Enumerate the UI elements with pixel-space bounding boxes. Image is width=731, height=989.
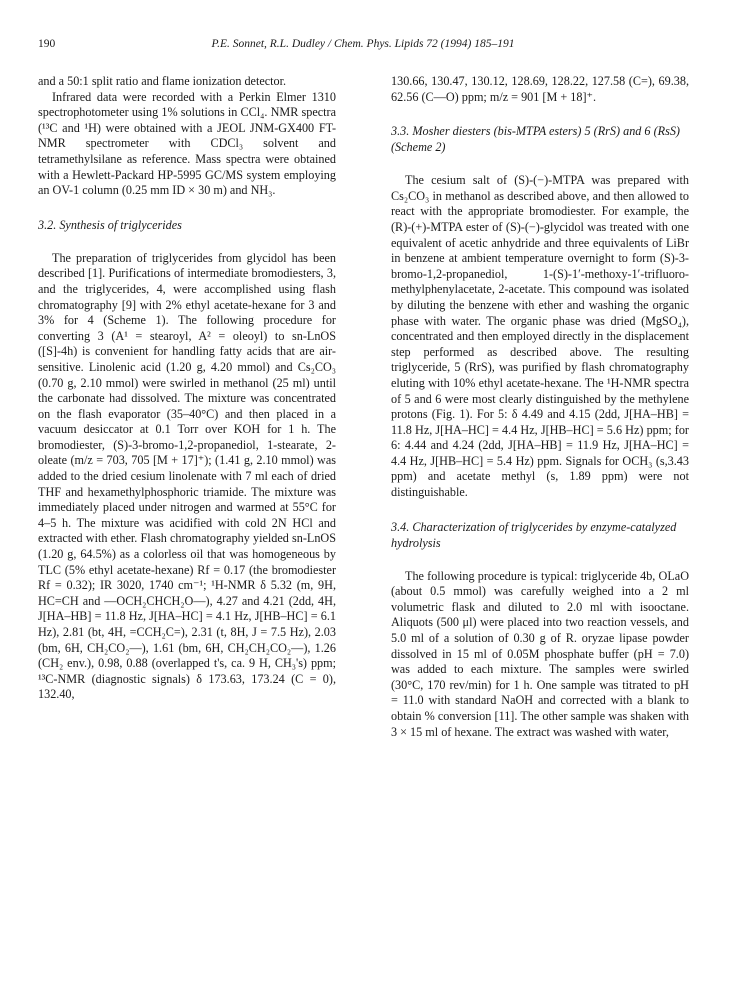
left-column bbox=[38, 74, 336, 703]
paragraph: The cesium salt of (S)-(−)-MTPA was prepared with Cs₂CO₃ in methanol as described above, and then allowed to react with the appropriate bromodiester. For example, the (R)-(+)-MTPA ester of (S)-(−)-glycidol was treated with one equivalent of acetic anhydride and three equivalents of LiBr in benzene at ambient temperature overnight to form (S)-3-bromo-1,2-propanediol, 1-(S)-1′-methoxy-1′-trifluoro-methylphenylacetate, 2-acetate. This compound was isolated by diluting the benzene with ether and washing the organic phase with water. The organic phase was dried (MgSO₄), concentrated and then employed directly in the displacement step performed as described above. The resulting triglyceride, 5 (RrS), was purified by flash chromatography eluting with 10% ethyl acetate-hexane. The ¹H-NMR spectra of 5 and 6 were most clearly distinguished by the methylene protons (Fig. 1). For 5: δ 4.49 and 4.15 (2dd, J[HA–HB] = 11.8 Hz, J[HA–HC] = 4.4 Hz, J[HB–HC] = 5.6 Hz) ppm; for 6: 4.44 and 4.24 (2dd, J[HA–HB] = 11.9 Hz, J[HA–HC] = 4.4 Hz, J[HB–HC] = 5.4 Hz) ppm. Signals for OCH₃ (s,3.43 ppm) and acetate methyl (s, 1.89 ppm) were not distinguishable. bbox=[391, 173, 689, 500]
paragraph: The preparation of triglycerides from glycidol has been described [1]. Purifications of intermediate bromodiesters, 3, and the triglycerides, 4, were accomplished using flash chromatography [9] with 2% ethyl acetate-hexane for 3 and 3% for 4 (Scheme 1). The following procedure for converting 3 (A¹ = stearoyl, A² = oleoyl) to sn-LnOS ([S]-4h) is convenient for handling fatty acids that are air-sensitive. Linolenic acid (1.20 g, 4.20 mmol) and Cs₂CO₃ (0.70 g, 2.10 mmol) were swirled in methanol (25 ml) until the carbonate had dissolved. The mixture was concentrated on the flash evaporator (35–40°C) and then placed in a vacuum desiccator at 0.1 Torr over KOH for 1 h. The bromodiester, (S)-3-bromo-1,2-propanediol, 1-stearate, 2-oleate (m/z = 703, 705 [M + 17]⁺); (1.41 g, 2.10 mmol) was added to the dried cesium linolenate with 7 ml each of dried THF and hexamethylphosphoric triamide. The mixture was immediately placed under nitrogen and warmed at 55°C for 4–5 h. The mixture was acidified with cold 2N HCl and extracted with ether. Flash chromatography yielded sn-LnOS (1.20 g, 64.5%) as a colorless oil that was homogeneous by TLC (5% ethyl acetate-hexane) Rf = 0.17 (the bromodiester Rf = 0.32); IR 3020, 1740 cm⁻¹; ¹H-NMR δ 5.32 (m, 9H, HC=CH and —OCH₂CHCH₂O—), 4.27 and 4.21 (2dd, 4H, J[HA–HB] = 11.8 Hz, J[HA–HC] = 4.1 Hz, J[HB–HC] = 6.1 Hz), 2.81 (bt, 4H, =CCH₂C=), 2.31 (t, 8H, J = 7.5 Hz), 2.03 (bm, 6H, CH₂CO₂—), 1.61 (bm, 6H, CH₂CH₂CO₂—), 1.26 (CH₂ env.), 0.98, 0.88 (overlapped t's, ca. 9 H, CH₃'s) ppm; ¹³C-NMR (diagnostic signals) δ 173.63, 173.24 (C = 0), 132.40, bbox=[38, 250, 336, 702]
right-column bbox=[391, 74, 689, 740]
section-heading: 3.3. Mosher diesters (bis-MTPA esters) 5 (RrS) and 6 (RsS) (Scheme 2) bbox=[391, 124, 680, 155]
running-head bbox=[38, 38, 688, 54]
section-heading: 3.2. Synthesis of triglycerides bbox=[38, 217, 182, 232]
paragraph: The following procedure is typical: triglyceride 4b, OLaO (about 0.5 mmol) was carefully weighed into a 2 ml volumetric flask and diluted to 2.0 ml with isooctane. Aliquots (500 μl) were placed into two reaction vessels, and 5.0 ml of a solution of 0.30 g of R. oryzae lipase powder dissolved in 15 ml of 0.05M phosphate buffer (pH = 7.0) was added to each mixture. The samples were swirled (30°C, 170 rev/min) for 1 h. One sample was titrated to pH = 11.0 with standard NaOH and corrected with a blank to obtain % conversion [11]. The other sample was shaken with 3 × 15 ml of hexane. The extract was washed with water, bbox=[391, 568, 689, 739]
journal-citation: P.E. Sonnet, R.L. Dudley / Chem. Phys. Lipids 72 (1994) 185–191 bbox=[211, 38, 515, 50]
paragraph: and a 50:1 split ratio and flame ionization detector. bbox=[38, 74, 287, 88]
page-number: 190 bbox=[38, 38, 56, 50]
section-heading: 3.4. Characterization of triglycerides by enzyme-catalyzed hydrolysis bbox=[391, 519, 677, 550]
paragraph: Infrared data were recorded with a Perkin Elmer 1310 spectrophotometer using 1% solutions in CCl₄. NMR spectra (¹³C and ¹H) were obtained with a JEOL JNM-GX400 FT-NMR spectrometer with CDCl₃ solvent and tetramethylsilane as reference. Mass spectra were obtained with a Hewlett-Packard HP-5995 GC/MS system employing an OV-1 column (0.25 mm ID × 30 m) and NH₃. bbox=[38, 89, 336, 198]
paragraph: 130.66, 130.47, 130.12, 128.69, 128.22, 127.58 (C=), 69.38, 62.56 (C—O) ppm; m/z = 901 [M + 18]⁺. bbox=[391, 74, 689, 104]
